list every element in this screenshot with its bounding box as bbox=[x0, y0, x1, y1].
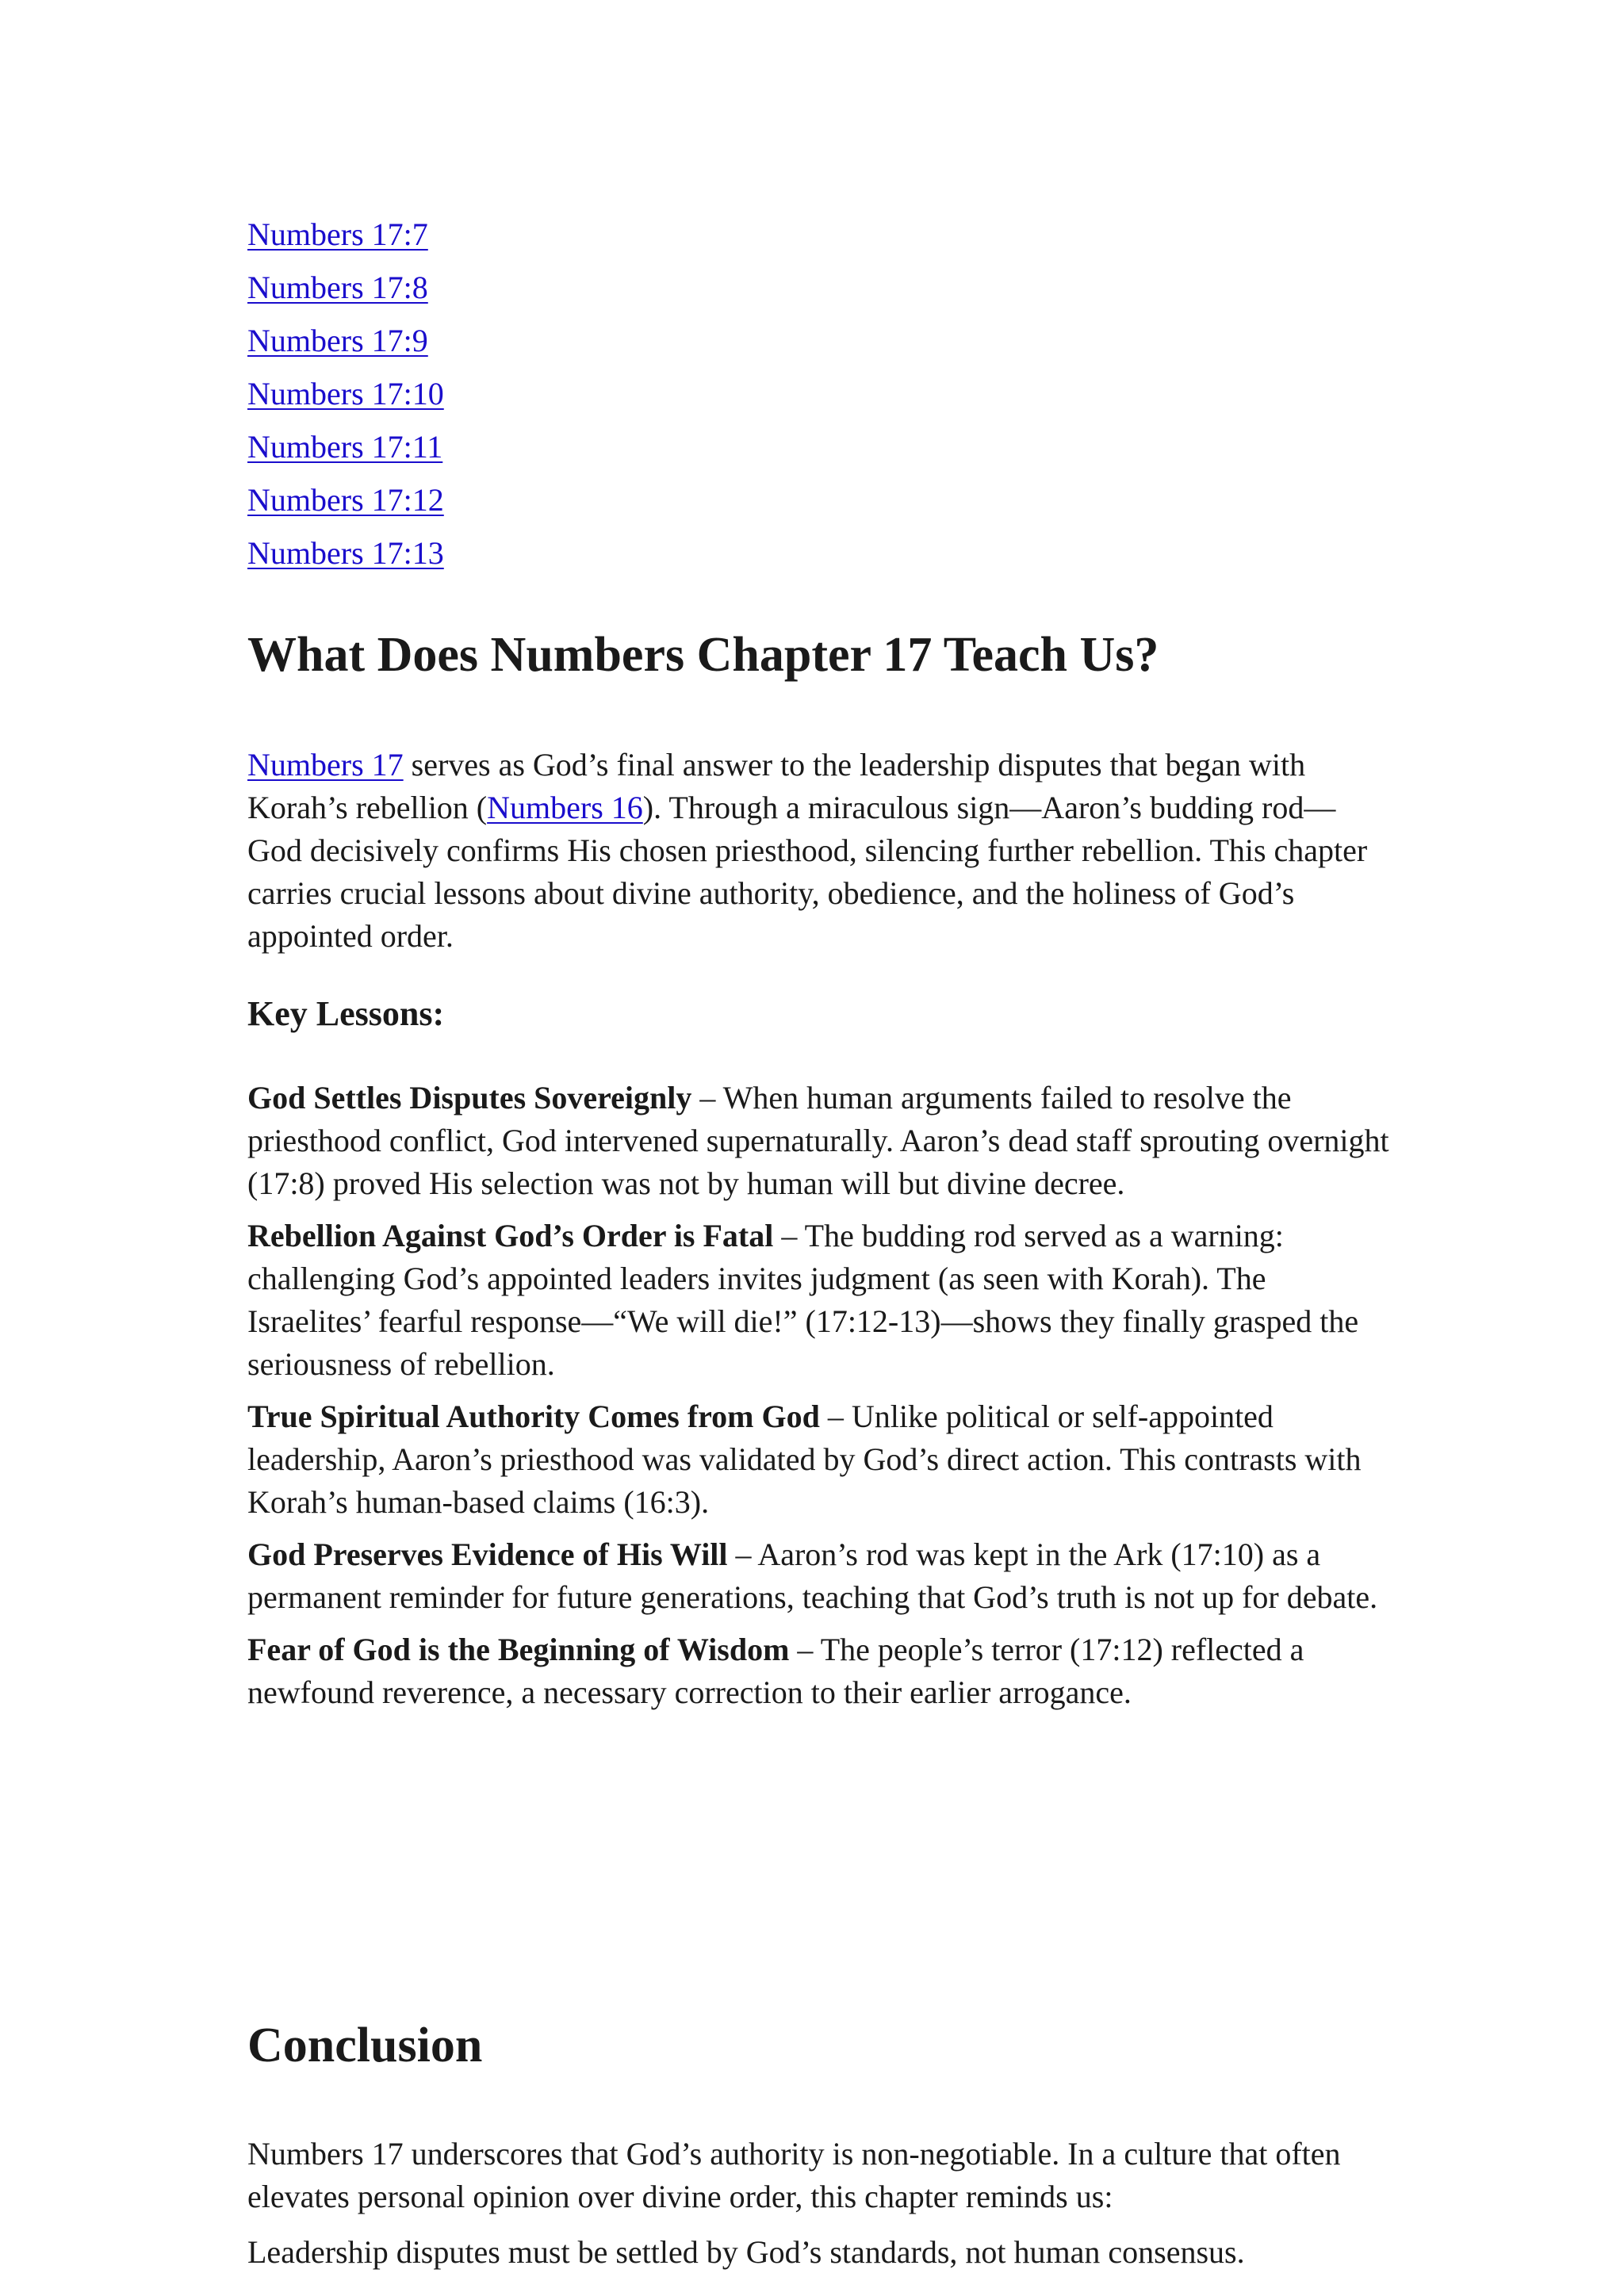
intro-text-part-2: ). Through a miraculous sign—Aaron’s budding rod—God decisively confirms His chosen priesthood, silencing further rebellion. This chapter carries crucial lessons about divine authority, obedience, and the holiness of God’s appointed order. bbox=[247, 790, 1368, 954]
intro-paragraph bbox=[247, 744, 1389, 958]
lesson-text: – Unlike political or self-appointed leadership, Aaron’s priesthood was validated by God’s direct action. This contrasts with Korah’s human-based claims (16:3). bbox=[247, 1399, 1362, 1520]
lessons-list bbox=[247, 1077, 1389, 1724]
verse-link-list bbox=[247, 208, 1389, 580]
verse-link-item bbox=[247, 367, 1389, 420]
lesson-title: God Preserves Evidence of His Will bbox=[247, 1536, 728, 1572]
page-title: What Does Numbers Chapter 17 Teach Us? bbox=[247, 628, 1159, 682]
lesson-text: – The budding rod served as a warning: challenging God’s appointed leaders invites judgment (as seen with Korah). The Israelites’ fearful response—“We will die!” (17:12-13)—shows they finally grasped the seriousness of rebellion. bbox=[247, 1218, 1359, 1382]
verse-link-item bbox=[247, 526, 1389, 580]
verse-link-17-9[interactable]: Numbers 17:9 bbox=[247, 323, 428, 358]
lesson-title: God Settles Disputes Sovereignly bbox=[247, 1080, 692, 1115]
lesson-text: – The people’s terror (17:12) reflected a newfound reverence, a necessary correction to their earlier arrogance. bbox=[247, 1632, 1304, 1710]
key-lessons-heading: Key Lessons: bbox=[247, 994, 445, 1033]
lesson-item bbox=[247, 1533, 1389, 1619]
verse-link-item bbox=[247, 314, 1389, 367]
verse-link-17-13[interactable]: Numbers 17:13 bbox=[247, 535, 444, 571]
lesson-title: Fear of God is the Beginning of Wisdom bbox=[247, 1632, 790, 1667]
verse-link-item bbox=[247, 473, 1389, 526]
verse-link-item bbox=[247, 261, 1389, 314]
intro-text-part-1: serves as God’s final answer to the leadership disputes that began with Korah’s rebellion ( bbox=[247, 747, 1306, 825]
lesson-item bbox=[247, 1628, 1389, 1714]
lesson-text: – When human arguments failed to resolve the priesthood conflict, God intervened supernaturally. Aaron’s dead staff sprouting overnight (17:8) proved His selection was not by human will but divine decree. bbox=[247, 1080, 1389, 1201]
verse-link-17-10[interactable]: Numbers 17:10 bbox=[247, 376, 444, 411]
lesson-item bbox=[247, 1395, 1389, 1524]
verse-link-item bbox=[247, 208, 1389, 261]
verse-link-17-11[interactable]: Numbers 17:11 bbox=[247, 429, 443, 465]
conclusion-heading: Conclusion bbox=[247, 2019, 483, 2072]
verse-link-17-7[interactable]: Numbers 17:7 bbox=[247, 216, 428, 252]
conclusion-paragraph: Numbers 17 underscores that God’s authority is non-negotiable. In a culture that often elevates personal opinion over divine order, this chapter reminds us: bbox=[247, 2136, 1341, 2214]
verse-link-item bbox=[247, 420, 1389, 473]
conclusion-point: Leadership disputes must be settled by God’s standards, not human consensus. bbox=[247, 2234, 1245, 2270]
verse-link-17-8[interactable]: Numbers 17:8 bbox=[247, 270, 428, 305]
lesson-title: Rebellion Against God’s Order is Fatal bbox=[247, 1218, 774, 1253]
numbers-16-link[interactable]: Numbers 16 bbox=[487, 790, 643, 825]
lesson-title: True Spiritual Authority Comes from God bbox=[247, 1399, 820, 1434]
numbers-17-link[interactable]: Numbers 17 bbox=[247, 747, 404, 783]
lesson-item bbox=[247, 1077, 1389, 1205]
document-page bbox=[247, 208, 1389, 2270]
lesson-text: – Aaron’s rod was kept in the Ark (17:10) as a permanent reminder for future generations, teaching that God’s truth is not up for debate. bbox=[247, 1536, 1378, 1615]
verse-link-17-12[interactable]: Numbers 17:12 bbox=[247, 482, 444, 518]
lesson-item bbox=[247, 1215, 1389, 1386]
